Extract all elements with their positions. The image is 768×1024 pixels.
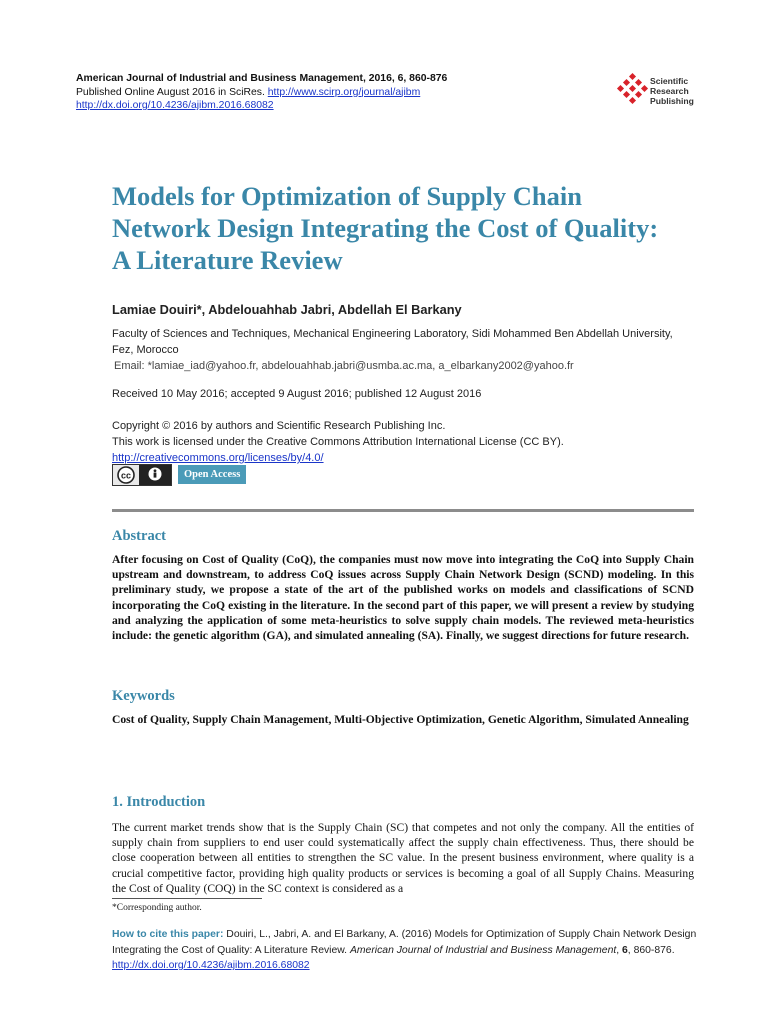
logo-line-3: Publishing bbox=[650, 96, 694, 106]
published-online-text: Published Online August 2016 in SciRes. bbox=[76, 86, 265, 98]
abstract-text: After focusing on Cost of Quality (CoQ), the companies must now move into integrating the CoQ into Supply Chain upstream and downstream, to address CoQ issues across Supply Chain Network Design (SCND) modeling. In this preliminary study, we propose a state of the art of the published works on models and classifications of SCND incorporating the CoQ existing in the literature. In the second part of this paper, we will present a review by studying and analyzing the application of some meta-heuristics to solve supply chain models. The reviewed meta-heuristics include: the genetic algorithm (GA), and simulated annealing (SA). Finally, we suggest directions for future research. bbox=[112, 553, 694, 643]
introduction-heading: 1. Introduction bbox=[112, 794, 206, 810]
keywords-text: Cost of Quality, Supply Chain Management, Multi-Objective Optimization, Genetic Algorithm, Simulated Annealing bbox=[112, 713, 689, 726]
journal-published-line bbox=[76, 86, 447, 100]
doi-link[interactable]: http://dx.doi.org/10.4236/ajibm.2016.68082 bbox=[76, 100, 274, 111]
corresponding-author-footnote: *Corresponding author. bbox=[112, 903, 202, 913]
license-link[interactable]: http://creativecommons.org/licenses/by/4.0/ bbox=[112, 452, 324, 464]
affiliation: Faculty of Sciences and Techniques, Mechanical Engineering Laboratory, Sidi Mohammed Ben Abdellah University, Fez, Morocco bbox=[112, 328, 673, 356]
cite-doi-link[interactable]: http://dx.doi.org/10.4236/ajibm.2016.68082 bbox=[112, 960, 310, 972]
open-access-badge[interactable]: Open Access bbox=[178, 465, 246, 484]
journal-citation-line: American Journal of Industrial and Business Management, 2016, 6, 860-876 bbox=[76, 73, 448, 84]
journal-url-link[interactable]: http://www.scirp.org/journal/ajibm bbox=[267, 86, 421, 98]
cc-badge-label: cc bbox=[120, 470, 132, 481]
keywords-heading: Keywords bbox=[112, 688, 175, 704]
footnote-divider bbox=[112, 898, 262, 899]
cite-journal: American Journal of Industrial and Business Management bbox=[349, 944, 617, 956]
how-to-cite bbox=[112, 927, 698, 974]
copyright-block bbox=[112, 418, 564, 466]
authors: Lamiae Douiri*, Abdelouahhab Jabri, Abdellah El Barkany bbox=[112, 302, 462, 317]
cite-text: Douiri, L., Jabri, A. and El Barkany, A. (2016) Models for Optimization of Supply Chain Network Design Integrating the Cost of Quality: A Literature Review. bbox=[112, 929, 697, 956]
cite-pages: , 860-876. bbox=[627, 944, 675, 956]
cite-label: How to cite this paper: bbox=[112, 929, 224, 940]
author-emails: Email: *lamiae_iad@yahoo.fr, abdelouahhab.jabri@usmba.ac.ma, a_elbarkany2002@yahoo.fr bbox=[114, 360, 574, 372]
cite-volume: 6 bbox=[622, 944, 628, 956]
copyright-line: Copyright © 2016 by authors and Scientific Research Publishing Inc. bbox=[112, 420, 446, 432]
cite-separator: , bbox=[616, 944, 623, 956]
logo-line-1: Scientific bbox=[650, 76, 689, 86]
publication-dates: Received 10 May 2016; accepted 9 August 2016; published 12 August 2016 bbox=[112, 388, 482, 400]
journal-info bbox=[76, 72, 447, 113]
license-line: This work is licensed under the Creative Commons Attribution International License (CC BY). bbox=[112, 436, 564, 448]
cc-license-badge[interactable] bbox=[112, 464, 172, 486]
publisher-logo-text bbox=[650, 76, 694, 106]
paper-title: Models for Optimization of Supply Chain Network Design Integrating the Cost of Quality: A Literature Review bbox=[112, 181, 659, 275]
abstract-heading: Abstract bbox=[112, 528, 166, 544]
section-divider bbox=[112, 509, 694, 512]
introduction-text: The current market trends show that is the Supply Chain (SC) that competes and not only the company. All the entities of supply chain from suppliers to end user could systematically affect the supply chain effectiveness. Thus, there should be close cooperation between all entities to strengthen the SC value. In the present business environment, where quality is a crucial competitive factor, providing high quality products or services is becoming a goal of all Supply Chains. Measuring the Cost of Quality (COQ) in the SC context is considered as a bbox=[112, 821, 694, 895]
logo-line-2: Research bbox=[650, 86, 689, 96]
cc-by-icon bbox=[113, 465, 171, 485]
